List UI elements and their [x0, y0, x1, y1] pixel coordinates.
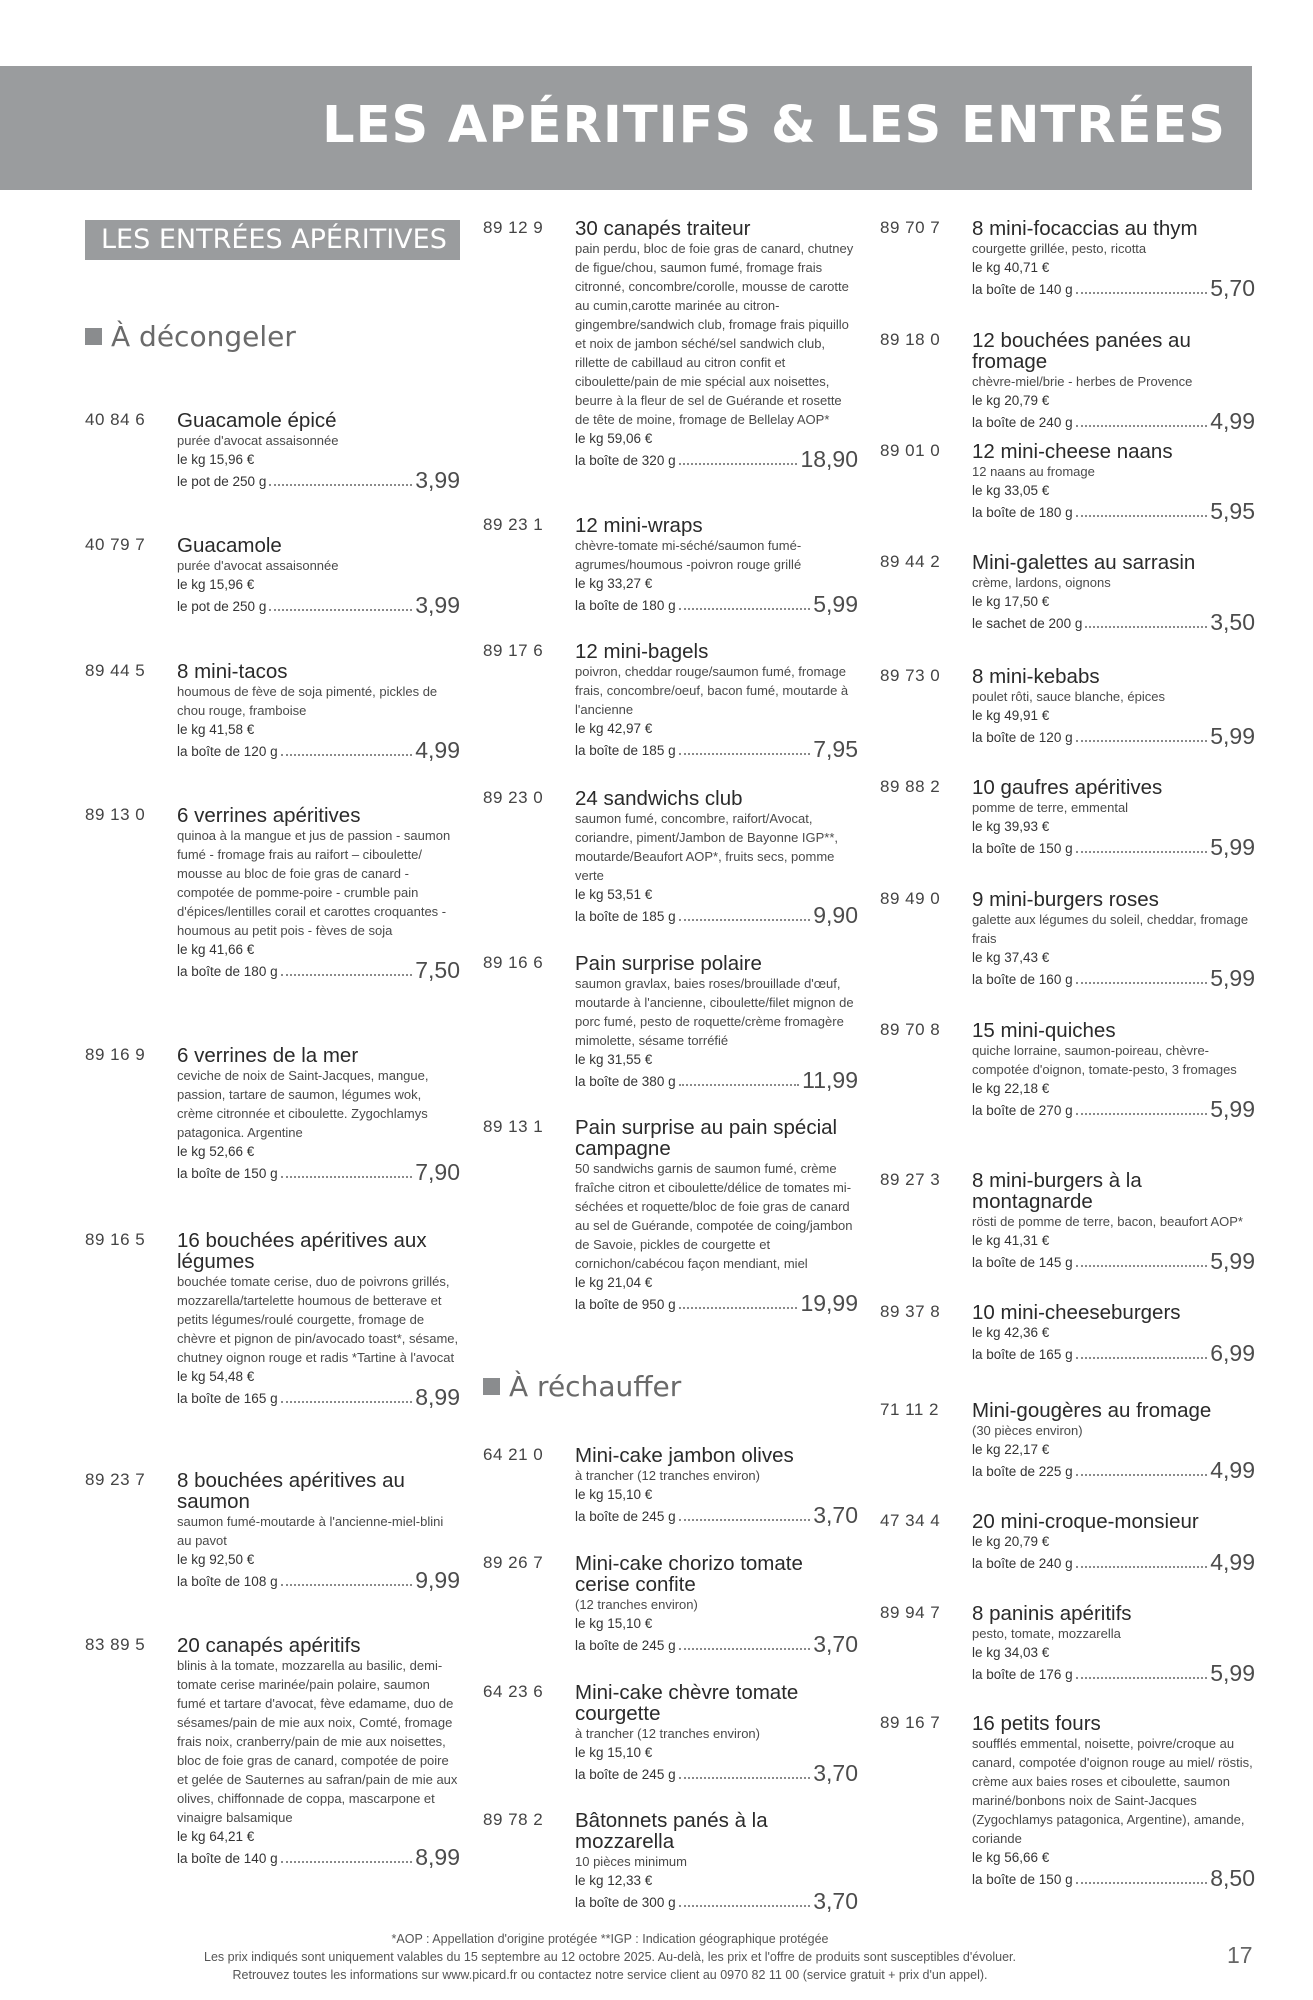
price-per-kg: le kg 15,96 €	[177, 452, 255, 467]
product-name: 6 verrines apéritives	[177, 804, 361, 827]
product-description: quiche lorraine, saumon-poireau, chèvre-compotée d'oignon, tomate-pesto, 3 fromages	[972, 1043, 1237, 1077]
price-per-kg: le kg 54,48 €	[177, 1369, 255, 1384]
dot-leader	[1085, 626, 1207, 628]
product-name: Pain surprise au pain spécial campagne	[575, 1116, 838, 1160]
dot-leader	[1076, 1357, 1208, 1359]
package-size: la boîte de 120 g	[972, 730, 1073, 745]
package-size: la boîte de 380 g	[575, 1074, 676, 1089]
dot-leader	[1076, 982, 1208, 984]
price: 8,99	[415, 1844, 460, 1870]
price-per-kg: le kg 34,03 €	[972, 1645, 1050, 1660]
product-code: 89 26 7	[483, 1553, 544, 1572]
price-per-kg: le kg 22,17 €	[972, 1442, 1050, 1457]
product-name: 12 mini-bagels	[575, 640, 709, 663]
product-name: Mini-cake chèvre tomate courgette	[575, 1681, 799, 1725]
product-code: 89 18 0	[880, 330, 941, 349]
package-size: la boîte de 240 g	[972, 1556, 1073, 1571]
dot-leader	[269, 484, 412, 486]
product-description: saumon fumé-moutarde à l'ancienne-miel-blini au pavot	[177, 1514, 444, 1548]
product-name: 30 canapés traiteur	[575, 217, 751, 240]
package-size: la boîte de 225 g	[972, 1464, 1073, 1479]
dot-leader	[1076, 1677, 1208, 1679]
dot-leader	[281, 1401, 413, 1403]
dot-leader	[281, 974, 413, 976]
price: 4,99	[1210, 1549, 1255, 1575]
legal-text-contact: Retrouvez toutes les informations sur www.picard.fr ou contactez notre service client au 0970 82 11 00 (service gratuit + prix d'un appel).	[232, 1968, 988, 1982]
package-size: la boîte de 120 g	[177, 744, 278, 759]
product-code: 89 88 2	[880, 777, 941, 796]
price-per-kg: le kg 42,36 €	[972, 1325, 1050, 1340]
price: 5,99	[1210, 1096, 1255, 1122]
price-per-kg: le kg 92,50 €	[177, 1552, 255, 1567]
product-code: 89 44 5	[85, 661, 146, 680]
dot-leader	[679, 753, 811, 755]
package-size: la boîte de 140 g	[177, 1851, 278, 1866]
product-code: 89 70 7	[880, 218, 941, 237]
product-description: courgette grillée, pesto, ricotta	[972, 241, 1147, 256]
product-name: 6 verrines de la mer	[177, 1044, 359, 1067]
product-name: 24 sandwichs club	[575, 787, 743, 810]
product-code: 64 23 6	[483, 1682, 544, 1701]
product-name: 15 mini-quiches	[972, 1019, 1116, 1042]
package-size: la boîte de 245 g	[575, 1638, 676, 1653]
price: 9,90	[813, 902, 858, 928]
price-per-kg: le kg 56,66 €	[972, 1850, 1050, 1865]
price-per-kg: le kg 33,27 €	[575, 576, 653, 591]
dot-leader	[679, 1905, 811, 1907]
product-description: galette aux légumes du soleil, cheddar, fromage frais	[972, 912, 1249, 946]
dot-leader	[281, 1861, 413, 1863]
package-size: la boîte de 240 g	[972, 415, 1073, 430]
price-per-kg: le kg 15,10 €	[575, 1745, 653, 1760]
product-code: 89 23 0	[483, 788, 544, 807]
price: 11,99	[802, 1067, 858, 1093]
price: 19,99	[800, 1290, 858, 1316]
price: 7,95	[813, 736, 858, 762]
package-size: la boîte de 180 g	[972, 505, 1073, 520]
price: 5,95	[1210, 498, 1255, 524]
product-description: à trancher (12 tranches environ)	[575, 1468, 760, 1483]
package-size: la boîte de 150 g	[972, 1872, 1073, 1887]
price-per-kg: le kg 42,97 €	[575, 721, 653, 736]
product-code: 89 23 1	[483, 515, 544, 534]
product-description: purée d'avocat assaisonnée	[177, 433, 339, 448]
price-per-kg: le kg 33,05 €	[972, 483, 1050, 498]
price-per-kg: le kg 37,43 €	[972, 950, 1050, 965]
product-name: 16 petits fours	[972, 1712, 1101, 1735]
price: 3,70	[813, 1631, 858, 1657]
dot-leader	[281, 1584, 413, 1586]
product-description: saumon gravlax, baies roses/brouillade d'œuf, moutarde à l'ancienne, ciboulette/filet mignon de porc fumé, pesto de roquette/crème fromagère mimolette, sésame torréfié	[575, 976, 854, 1048]
product-code: 40 84 6	[85, 410, 146, 429]
product-code: 89 01 0	[880, 441, 941, 460]
price: 8,50	[1210, 1865, 1255, 1891]
dot-leader	[1076, 425, 1208, 427]
price-per-kg: le kg 41,58 €	[177, 722, 255, 737]
price-per-kg: le kg 12,33 €	[575, 1873, 653, 1888]
dot-leader	[1076, 515, 1208, 517]
price: 7,50	[415, 957, 460, 983]
product-name: Mini-cake jambon olives	[575, 1444, 794, 1467]
package-size: la boîte de 950 g	[575, 1297, 676, 1312]
dot-leader	[679, 1777, 811, 1779]
price: 18,90	[800, 446, 858, 472]
package-size: la boîte de 180 g	[177, 964, 278, 979]
product-name: Mini-cake chorizo tomate cerise confite	[575, 1552, 803, 1596]
price: 5,99	[1210, 1248, 1255, 1274]
price: 5,99	[1210, 723, 1255, 749]
page-title: LES APÉRITIFS & LES ENTRÉES	[322, 96, 1226, 155]
price-per-kg: le kg 15,96 €	[177, 577, 255, 592]
dot-leader	[281, 754, 413, 756]
price-per-kg: le kg 52,66 €	[177, 1144, 255, 1159]
package-size: la boîte de 165 g	[177, 1391, 278, 1406]
dot-leader	[269, 609, 412, 611]
square-bullet-icon	[483, 1378, 500, 1395]
square-bullet-icon	[85, 328, 102, 345]
product-code: 89 12 9	[483, 218, 544, 237]
dot-leader	[679, 608, 811, 610]
product-description: 12 naans au fromage	[972, 464, 1095, 479]
dot-leader	[1076, 740, 1208, 742]
product-name: Mini-gougères au fromage	[972, 1399, 1212, 1422]
price: 4,99	[415, 737, 460, 763]
product-code: 89 94 7	[880, 1603, 941, 1622]
package-size: la boîte de 320 g	[575, 453, 676, 468]
product-description: soufflés emmental, noisette, poivre/croque au canard, compotée d'oignon rouge au miel/ röstis, crème aux baies roses et ciboulette, saumon mariné/bonbons noix de Saint-Jacques (Zygochlamys patagonica, Argentine), amande, coriande	[972, 1736, 1253, 1846]
dot-leader	[281, 1176, 413, 1178]
product-name: Guacamole	[177, 534, 282, 557]
price-per-kg: le kg 41,66 €	[177, 942, 255, 957]
product-code: 89 73 0	[880, 666, 941, 685]
price-per-kg: le kg 31,55 €	[575, 1052, 653, 1067]
subheading-decongeler: À décongeler	[85, 320, 296, 353]
package-size: la boîte de 245 g	[575, 1509, 676, 1524]
product-description: crème, lardons, oignons	[972, 575, 1111, 590]
dot-leader	[1076, 292, 1208, 294]
section-title: LES ENTRÉES APÉRITIVES	[85, 220, 460, 260]
product-code: 89 78 2	[483, 1810, 544, 1829]
product-name: Guacamole épicé	[177, 409, 337, 432]
package-size: la boîte de 108 g	[177, 1574, 278, 1589]
product-description: pesto, tomate, mozzarella	[972, 1626, 1121, 1641]
product-name: Pain surprise polaire	[575, 952, 762, 975]
product-code: 89 13 1	[483, 1117, 544, 1136]
product-description: rösti de pomme de terre, bacon, beaufort AOP*	[972, 1214, 1243, 1229]
product-code: 89 16 6	[483, 953, 544, 972]
package-size: la boîte de 165 g	[972, 1347, 1073, 1362]
product-name: 20 canapés apéritifs	[177, 1634, 361, 1657]
dot-leader	[679, 463, 798, 465]
product-code: 47 34 4	[880, 1511, 941, 1530]
price-per-kg: le kg 59,06 €	[575, 431, 653, 446]
product-code: 89 13 0	[85, 805, 146, 824]
footnote: *AOP : Appellation d'origine protégée **IGP : Indication géographique protégée	[391, 1932, 829, 1946]
price: 3,70	[813, 1888, 858, 1914]
price-per-kg: le kg 49,91 €	[972, 708, 1050, 723]
product-code: 89 16 9	[85, 1045, 146, 1064]
price-per-kg: le kg 15,10 €	[575, 1487, 653, 1502]
product-description: poulet rôti, sauce blanche, épices	[972, 689, 1165, 704]
package-size: la boîte de 176 g	[972, 1667, 1073, 1682]
legal-text: Les prix indiqués sont uniquement valables du 15 septembre au 12 octobre 2025. Au-delà, les prix et l'offre de produits sont susceptibles d'évoluer.	[204, 1950, 1016, 1964]
product-code: 89 70 8	[880, 1020, 941, 1039]
product-description: chèvre-tomate mi-séché/saumon fumé-agrumes/houmous -poivron rouge grillé	[575, 538, 802, 572]
price-per-kg: le kg 22,18 €	[972, 1081, 1050, 1096]
product-name: 8 paninis apéritifs	[972, 1602, 1132, 1625]
package-size: la boîte de 140 g	[972, 282, 1073, 297]
price-per-kg: le kg 17,50 €	[972, 594, 1050, 609]
price: 5,70	[1210, 275, 1255, 301]
dot-leader	[679, 919, 811, 921]
product-code: 89 37 8	[880, 1302, 941, 1321]
price: 3,99	[415, 467, 460, 493]
product-description: poivron, cheddar rouge/saumon fumé, fromage frais, concombre/oeuf, bacon fumé, moutarde à l'ancienne	[575, 664, 849, 717]
dot-leader	[679, 1307, 798, 1309]
price: 5,99	[1210, 965, 1255, 991]
product-description: houmous de fève de soja pimenté, pickles de chou rouge, framboise	[177, 684, 438, 718]
package-size: la boîte de 150 g	[177, 1166, 278, 1181]
product-name: 12 mini-wraps	[575, 514, 703, 537]
product-name: 8 mini-focaccias au thym	[972, 217, 1198, 240]
column-right	[880, 0, 1255, 1920]
price-per-kg: le kg 64,21 €	[177, 1829, 255, 1844]
product-code: 89 27 3	[880, 1170, 941, 1189]
price: 3,50	[1210, 609, 1255, 635]
product-code: 83 89 5	[85, 1635, 146, 1654]
product-name: Mini-galettes au sarrasin	[972, 551, 1196, 574]
price: 3,99	[415, 592, 460, 618]
product-code: 89 23 7	[85, 1470, 146, 1489]
package-size: le pot de 250 g	[177, 599, 267, 614]
subheading-rechauffer: À réchauffer	[483, 1370, 681, 1403]
package-size: la boîte de 185 g	[575, 909, 676, 924]
package-size: la boîte de 160 g	[972, 972, 1073, 987]
price-per-kg: le kg 15,10 €	[575, 1616, 653, 1631]
package-size: la boîte de 270 g	[972, 1103, 1073, 1118]
product-code: 71 11 2	[880, 1400, 939, 1419]
price: 6,99	[1210, 1340, 1255, 1366]
product-name: 8 bouchées apéritives au saumon	[177, 1469, 405, 1513]
product-name: Bâtonnets panés à la mozzarella	[575, 1809, 768, 1853]
dot-leader	[1076, 1113, 1208, 1115]
price: 5,99	[813, 591, 858, 617]
column-middle	[483, 0, 858, 1920]
product-description: pain perdu, bloc de foie gras de canard, chutney de figue/chou, saumon fumé, fromage frais citronné, concombre/corolle, mousse de carotte au cumin,carotte marinée au citron-gingembre/sandwich club, fromage frais piquillo et noix de jambon séché/sel sandwich club, rillette de cabillaud au citron confit et ciboulette/pain de mie spécial aux noisettes, beurre à la fleur de sel de Guérande et rosette de tête de moine, fromage de Bellelay AOP*	[575, 241, 854, 427]
price: 4,99	[1210, 408, 1255, 434]
price: 8,99	[415, 1384, 460, 1410]
product-description: quinoa à la mangue et jus de passion - saumon fumé - fromage frais au raifort – ciboulette/ mousse au bloc de foie gras de canard - compotée de pomme-poire - crumble pain d'épices/lentilles corail et carottes croquantes - houmous au petit pois - fèves de soja	[177, 828, 451, 938]
product-description: purée d'avocat assaisonnée	[177, 558, 339, 573]
product-name: 20 mini-croque-monsieur	[972, 1510, 1199, 1533]
product-code: 89 44 2	[880, 552, 941, 571]
product-code: 40 79 7	[85, 535, 146, 554]
product-name: 8 mini-kebabs	[972, 665, 1100, 688]
price: 5,99	[1210, 834, 1255, 860]
product-description: 10 pièces minimum	[575, 1854, 687, 1869]
product-name: 8 mini-burgers à la montagnarde	[972, 1169, 1142, 1213]
price-per-kg: le kg 39,93 €	[972, 819, 1050, 834]
product-name: 8 mini-tacos	[177, 660, 288, 683]
package-size: le sachet de 200 g	[972, 616, 1083, 631]
product-name: 10 mini-cheeseburgers	[972, 1301, 1181, 1324]
product-description: 50 sandwichs garnis de saumon fumé, crème fraîche citron et ciboulette/délice de tomates mi-séchées et roquette/bloc de foie gras de canard au sel de Guérande, compotée de coing/jambon de Savoie, pickles de courgette et cornichon/cabécou façon mendiant, miel	[575, 1161, 853, 1271]
price-per-kg: le kg 41,31 €	[972, 1233, 1050, 1248]
package-size: la boîte de 150 g	[972, 841, 1073, 856]
dot-leader	[1076, 1265, 1208, 1267]
package-size: la boîte de 145 g	[972, 1255, 1073, 1270]
dot-leader	[679, 1519, 811, 1521]
product-description: blinis à la tomate, mozzarella au basilic, demi-tomate cerise marinée/pain polaire, saumon fumé et tartare d'avocat, fève edamame, duo de sésames/pain de mie aux noix, Comté, fromage frais noix, cranberry/pain de mie aux noisettes, bloc de foie gras de canard, compotée de poire et gelée de Sauternes au safran/pain de mie aux olives, chiffonnade de coppa, mascarpone et vinaigre balsamique	[177, 1658, 458, 1825]
price-per-kg: le kg 20,79 €	[972, 393, 1050, 408]
product-name: 12 bouchées panées au fromage	[972, 329, 1191, 373]
product-name: 16 bouchées apéritives aux légumes	[177, 1229, 427, 1273]
product-description: (30 pièces environ)	[972, 1423, 1083, 1438]
product-description: pomme de terre, emmental	[972, 800, 1129, 815]
price: 4,99	[1210, 1457, 1255, 1483]
page-number: 17	[1227, 1942, 1253, 1968]
product-code: 89 17 6	[483, 641, 544, 660]
package-size: la boîte de 185 g	[575, 743, 676, 758]
dot-leader	[1076, 1566, 1208, 1568]
package-size: le pot de 250 g	[177, 474, 267, 489]
price: 7,90	[415, 1159, 460, 1185]
price-per-kg: le kg 21,04 €	[575, 1275, 653, 1290]
dot-leader	[1076, 1882, 1208, 1884]
product-name: 10 gaufres apéritives	[972, 776, 1163, 799]
package-size: la boîte de 245 g	[575, 1767, 676, 1782]
product-code: 64 21 0	[483, 1445, 544, 1464]
product-code: 89 16 7	[880, 1713, 941, 1732]
package-size: la boîte de 300 g	[575, 1895, 676, 1910]
price: 3,70	[813, 1502, 858, 1528]
dot-leader	[1076, 1474, 1208, 1476]
price-per-kg: le kg 53,51 €	[575, 887, 653, 902]
product-description: (12 tranches environ)	[575, 1597, 698, 1612]
price-per-kg: le kg 20,79 €	[972, 1534, 1050, 1549]
product-description: ceviche de noix de Saint-Jacques, mangue, passion, tartare de saumon, légumes wok, crème citronnée et ciboulette. Zygochlamys patagonica. Argentine	[177, 1068, 429, 1140]
product-description: saumon fumé, concombre, raifort/Avocat, coriandre, piment/Jambon de Bayonne IGP**, moutarde/Beaufort AOP*, fruits secs, pomme verte	[575, 811, 839, 883]
product-name: 12 mini-cheese naans	[972, 440, 1173, 463]
price: 9,99	[415, 1567, 460, 1593]
product-description: chèvre-miel/brie - herbes de Provence	[972, 374, 1193, 389]
product-code: 89 49 0	[880, 889, 941, 908]
dot-leader	[1076, 851, 1208, 853]
dot-leader	[679, 1084, 800, 1086]
column-left	[85, 0, 460, 1920]
price: 3,70	[813, 1760, 858, 1786]
product-code: 89 16 5	[85, 1230, 146, 1249]
price-per-kg: le kg 40,71 €	[972, 260, 1050, 275]
price: 5,99	[1210, 1660, 1255, 1686]
product-name: 9 mini-burgers roses	[972, 888, 1159, 911]
dot-leader	[679, 1648, 811, 1650]
product-description: bouchée tomate cerise, duo de poivrons grillés, mozzarella/tartelette houmous de betterave et petits légumes/roulé courgette, fromage de chèvre et pignon de pin/avocado toast*, sésame, chutney oignon rouge et radis *Tartine à l'avocat	[177, 1274, 459, 1365]
product-description: à trancher (12 tranches environ)	[575, 1726, 760, 1741]
package-size: la boîte de 180 g	[575, 598, 676, 613]
